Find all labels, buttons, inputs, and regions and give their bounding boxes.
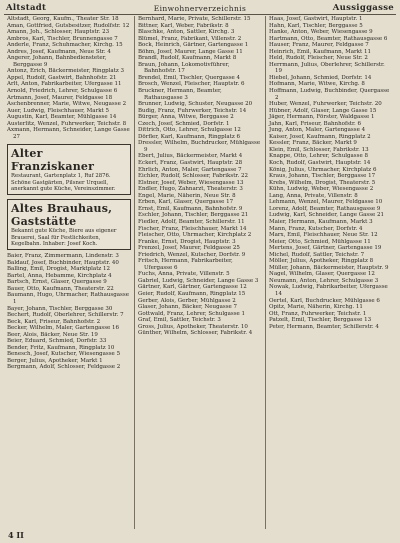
directory-entry: Beer, Alois, Bäcker, Neue Str. 19 [7, 331, 98, 338]
directory-entry: Fleischer, Otto, Uhrmacher, Kirchplatz 2 [138, 232, 252, 239]
directory-entry: Balling, Emil, Drogist, Marktplatz 12 [7, 266, 111, 273]
directory-entry: Aschenbrenner, Marie, Witwe, Neugasse 2 [7, 101, 127, 108]
directory-entry: Lehmann, Wenzel, Maurer, Feldgasse 10 [269, 199, 383, 206]
ad-text: Bekannt gute Küche, Biere aus eigener Brauerei, Saal für Festlichkeiten, Kegelbahn. Inhaber: Josef Koch. [11, 228, 117, 247]
directory-entry: Axmann, Hermann, Schneider, Lange Gasse 27 [7, 127, 130, 140]
directory-entry: Altstadt, Georg, Kaufm., Theater Str. 18 [7, 16, 119, 22]
directory-entry: Endler, Hugo, Zahnarzt, Theaterstr. 3 [138, 186, 243, 193]
directory-entry: Glaser, Johann, Bäcker, Neugasse 7 [138, 304, 238, 311]
directory-entry: Hauser, Franz, Maurer, Feldgasse 7 [269, 42, 369, 49]
directory-entry: Koch, Rudolf, Gastwirt, Hauptstr. 14 [269, 160, 371, 167]
directory-entry: Angerer, Johann, Bahnbediensteter, Berggasse 9 [7, 55, 107, 68]
directory-entry: Dittrich, Otto, Lehrer, Schulgasse 12 [138, 127, 241, 134]
directory-entry: Held, Rudolf, Fleischer, Neue Str. 2 [269, 55, 368, 62]
directory-entry: Bürger, Anna, Witwe, Berggasse 2 [138, 114, 234, 121]
directory-entry: Blümel, Franz, Fabrikant, Villenstr. 2 [138, 35, 242, 42]
directory-entry: Benesch, Josef, Kutscher, Wiesengasse 5 [7, 351, 121, 358]
directory-entry: Brandl, Rudolf, Kaufmann, Markt 8 [138, 55, 237, 62]
directory-entry: Hanke, Anton, Weber, Wiesengasse 9 [269, 29, 373, 36]
directory-entry: Fischer, Franz, Fleischhauer, Markt 14 [138, 225, 247, 232]
directory-entry: Dörfler, Karl, Kaufmann, Ringplatz 6 [138, 133, 240, 140]
directory-entry: Arlt, Anton, Fabrikarbeiter, Ufergasse 11 [7, 81, 122, 88]
directory-entry: Anderle, Franz, Schuhmacher, Kirchg. 15 [7, 42, 123, 49]
directory-entry: Neumann, Anton, Lehrer, Schulgasse 3 [269, 277, 379, 284]
directory-entry: Lang, Anna, Private, Villenstr. 8 [269, 192, 358, 199]
directory-entry: Bock, Heinrich, Gärtner, Gartengasse 1 [138, 42, 249, 49]
directory-entry: Artmann, Josef, Maurer, Feldgasse 18 [7, 94, 113, 101]
directory-entry: Eschler, Johann, Tischler, Berggasse 21 [138, 212, 249, 219]
directory-entry: Aman, Gottfried, Gutsbesitzer, Rudolfstr. 12 [7, 22, 130, 29]
directory-entry: Nagel, Wilhelm, Glaser, Quergasse 12 [269, 271, 375, 278]
directory-entry: Braun, Johann, Lokomotivführer, Bahnhofstr. 17 [138, 61, 230, 75]
directory-entry: Baldauf, Josef, Buchbinder, Hauptstr. 40 [7, 259, 119, 266]
page-header [4, 3, 396, 15]
directory-entry: Maier, Hermann, Kaufmann, Markt 3 [269, 218, 373, 225]
ad-box [7, 199, 131, 250]
directory-entry: Bergmann, Adolf, Schlosser, Feldgasse 2 [7, 364, 121, 371]
directory-entry: Graf, Emil, Sattler, Teichstr. 3 [138, 317, 221, 324]
header-left-term: Altstadt [6, 3, 47, 13]
directory-entry: Eichler, Rudolf, Schlosser, Fabrikstr. 22 [138, 173, 248, 180]
directory-entry: Günther, Wilhelm, Schlosser, Fabrikstr. 4 [138, 330, 253, 337]
directory-entry: Franke, Ernst, Drogist, Hauptstr. 3 [138, 238, 236, 245]
directory-entry: Brunner, Ludwig, Schuster, Neugasse 20 [138, 101, 253, 108]
directory-entry: Klein, Emil, Schlosser, Fabrikstr. 13 [269, 146, 369, 153]
columns [4, 16, 396, 529]
directory-entry: Gärtner, Karl, Gärtner, Gartengasse 12 [138, 284, 247, 291]
directory-entry: Opitz, Marie, Näherin, Kirchg. 11 [269, 304, 363, 311]
directory-entry: Oertel, Karl, Buchdrucker, Mühlgasse 6 [269, 297, 380, 304]
directory-entry: Auer, Ludwig, Fleischhauer, Markt 5 [7, 107, 109, 114]
directory-entry: Mann, Franz, Kutscher, Dorfstr. 4 [269, 225, 363, 232]
header-right-term: Aussiggasse [332, 3, 394, 13]
directory-entry: Herrmann, Julius, Oberlehrer, Schillerstr. 19 [269, 61, 385, 75]
directory-entry: Nowak, Ludwig, Fabrikarbeiter, Ufergasse 14 [269, 284, 388, 297]
directory-entry: Baumann, Hugo, Uhrmacher, Rathausgasse 1 [7, 292, 129, 305]
directory-entry: Gabriel, Ludwig, Schneider, Lange Gasse 3 [138, 277, 259, 284]
directory-entry: Hahn, Karl, Tischler, Berggasse 5 [269, 22, 363, 29]
directory-entry: Ludwig, Karl, Schneider, Lange Gasse 21 [269, 212, 385, 219]
directory-entry: Huber, Wenzel, Fuhrwerker, Teichstr. 20 [269, 101, 382, 108]
directory-entry: Becker, Wilhelm, Maler, Gartengasse 16 [7, 325, 120, 332]
directory-entry: Hofmann, Marie, Witwe, Kirchg. 8 [269, 81, 365, 88]
directory-entry: Austerlitz, Wenzel, Fuhrwerker, Teichstr. 8 [7, 120, 127, 127]
directory-entry: Hartmann, Otto, Beamter, Rathausgasse 6 [269, 35, 388, 42]
directory-entry: Appel, Rudolf, Gastwirt, Bahnhofstr. 21 [7, 74, 117, 81]
directory-entry: Bittner, Karl, Weber, Fabrikstr. 8 [138, 22, 229, 29]
directory-entry: Hiebel, Johann, Schmied, Dorfstr. 14 [269, 74, 372, 81]
directory-entry: Bender, Fritz, Kaufmann, Ringplatz 10 [7, 344, 115, 351]
directory-entry: Gross, Julius, Apotheker, Theaterstr. 10 [138, 323, 248, 330]
directory-entry: Bayer, Johann, Tischler, Berggasse 30 [7, 305, 113, 312]
directory-entry: Erben, Karl, Glaser, Quergasse 17 [138, 199, 234, 206]
directory-entry: Kühn, Ludwig, Weber, Wiesengasse 2 [269, 186, 374, 193]
directory-entry: Meier, Otto, Schmied, Mühlgasse 11 [269, 238, 371, 245]
directory-entry: Czech, Josef, Schmied, Dorfstr. 1 [138, 120, 230, 127]
directory-entry: Antonz, Erich, Bäckermeister, Ringplatz 3 [7, 68, 125, 75]
directory-entry: Fuchs, Anna, Private, Villenstr. 5 [138, 271, 230, 278]
directory-entry: Knappe, Otto, Lehrer, Schulgasse 8 [269, 153, 368, 160]
column-3 [265, 16, 396, 529]
directory-entry: Ott, Franz, Fuhrwerker, Teichstr. 1 [269, 310, 367, 317]
directory-entry: Frenzel, Josef, Maurer, Feldgasse 25 [138, 245, 240, 252]
header-title: Einwohnerverzeichnis [153, 4, 247, 13]
directory-entry: Blaschke, Anton, Sattler, Kirchg. 3 [138, 29, 235, 36]
directory-entry: Hübner, Adolf, Glaser, Lange Gasse 15 [269, 107, 377, 114]
directory-entry: Engel, Marie, Näherin, Neue Str. 8 [138, 192, 236, 199]
directory-entry: Elstner, Josef, Weber, Wiesengasse 13 [138, 179, 244, 186]
directory-entry: Bruckner, Hermann, Beamter, Rathausgasse 3 [138, 88, 222, 101]
directory-entry: Ebert, Julius, Bäckermeister, Markt 4 [138, 153, 243, 160]
directory-entry: Kessler, Franz, Bäcker, Markt 9 [269, 140, 357, 147]
directory-entry: Andres, Josef, Kaufmann, Neue Str. 4 [7, 48, 111, 55]
directory-entry: Fritsch, Hermann, Fabrikarbeiter, Ufergasse 6 [138, 258, 233, 271]
directory-entry: Bernhard, Marie, Private, Schillerstr. 15 [138, 16, 251, 22]
directory-entry: Ehrlich, Anton, Maler, Gartengasse 7 [138, 166, 242, 173]
directory-entry: Möller, Julius, Apotheker, Ringplatz 8 [269, 258, 374, 265]
directory-entry: Krebs, Wilhelm, Drogist, Theaterstr. 5 [269, 179, 376, 186]
directory-entry: Beck, Karl, Friseur, Bahnhofstr. 2 [7, 318, 101, 325]
directory-entry: Jahn, Karl, Friseur, Bahnhofstr. 6 [269, 120, 362, 127]
directory-entry: Beier, Eduard, Schmied, Dorfstr. 33 [7, 338, 107, 345]
directory-entry: Fiedler, Adolf, Beamter, Schillerstr. 11 [138, 218, 245, 225]
directory-entry: Dressler, Wilhelm, Buchdrucker, Mühlgasse 9 [138, 140, 261, 153]
ad-box [7, 144, 131, 195]
directory-entry: Müller, Johann, Bäckermeister, Hauptstr. 9 [269, 264, 389, 271]
directory-entry: Peter, Hermann, Beamter, Schillerstr. 4 [269, 323, 379, 330]
directory-entry: Hoffmann, Ludwig, Buchbinder, Quergasse 2 [269, 88, 390, 101]
ad-title: Alter Franziskaner [11, 147, 95, 174]
directory-entry: Ambros, Karl, Tischler, Brunnengasse 7 [7, 35, 118, 42]
ad-title: Altes Brauhaus, Gaststätte [11, 202, 113, 229]
directory-entry: Augustin, Karl, Beamter, Mühlgasse 14 [7, 114, 117, 121]
directory-entry: Ernst, Emil, Kaufmann, Bahnhofstr. 9 [138, 205, 243, 212]
directory-entry: Böhm, Josef, Maurer, Lange Gasse 11 [138, 48, 243, 55]
directory-entry: Brendel, Emil, Tischler, Quergasse 4 [138, 74, 241, 81]
directory-entry: Arnold, Friedrich, Lehrer, Schulgasse 6 [7, 88, 118, 95]
directory-entry: Jäger, Hermann, Förster, Waldgasse 1 [269, 114, 375, 121]
directory-entry: Haas, Josef, Gastwirt, Hauptstr. 1 [269, 16, 363, 22]
directory-entry: Amann, Joh., Schlosser, Hauptstr. 23 [7, 29, 110, 36]
ad-text: Restaurant, Gartenplatz 1, Ruf 2876. Schöne Gastgärten, Pilsner Urquell, anerkannt gute Küche, Vereinszimmer. [11, 173, 116, 192]
column-1 [4, 16, 134, 529]
column-2 [134, 16, 265, 529]
directory-entry: Patzelt, Emil, Tischler, Berggasse 13 [269, 317, 372, 324]
directory-entry: Budig, Franz, Fuhrwerker, Teichstr. 14 [138, 107, 247, 114]
directory-entry: Bauer, Otto, Kaufmann, Theaterstr. 22 [7, 285, 114, 292]
directory-entry: Eckert, Franz, Gastwirt, Hauptstr. 28 [138, 160, 243, 167]
directory-entry: Kaiser, Josef, Kaufmann, Ringplatz 2 [269, 133, 371, 140]
directory-entry: Michel, Rudolf, Sattler, Teichstr. 7 [269, 251, 365, 258]
directory-entry: Baier, Franz, Zimmermann, Lindenstr. 3 [7, 253, 119, 260]
directory-entry: Bartsch, Ernst, Glaser, Quergasse 9 [7, 279, 107, 286]
directory-entry: Gerber, Alois, Gerber, Mühlgasse 2 [138, 297, 236, 304]
directory-entry: Marx, Emil, Fleischhauer, Neue Str. 12 [269, 232, 378, 239]
directory-entry: Heinrich, Emil, Kaufmann, Markt 11 [269, 48, 371, 55]
directory-entry: Friedrich, Wenzel, Kutscher, Dorfstr. 9 [138, 251, 246, 258]
directory-entry: Lorenz, Adolf, Beamter, Rathausgasse 9 [269, 205, 381, 212]
directory-entry: Berger, Julius, Apotheker, Markt 1 [7, 357, 103, 364]
directory-entry: Kraus, Johann, Tischler, Berggasse 17 [269, 173, 376, 180]
directory-entry: Mertens, Josef, Gärtner, Gartengasse 19 [269, 245, 382, 252]
directory-entry: Gottwald, Franz, Lehrer, Schulgasse 1 [138, 310, 246, 317]
directory-entry: Geier, Rudolf, Kaufmann, Ringplatz 15 [138, 290, 246, 297]
directory-entry: Brosch, Wenzel, Fleischer, Hauptstr. 6 [138, 81, 245, 88]
directory-entry: Jung, Anton, Maler, Gartengasse 4 [269, 127, 366, 134]
directory-entry: König, Julius, Uhrmacher, Kirchplatz 6 [269, 166, 377, 173]
directory-entry: Bartel, Anna, Hebamme, Kirchplatz 4 [7, 272, 112, 279]
page-number: 4 II [8, 530, 24, 540]
directory-entry: Bechert, Rudolf, Oberlehrer, Schillerstr. 7 [7, 312, 124, 319]
